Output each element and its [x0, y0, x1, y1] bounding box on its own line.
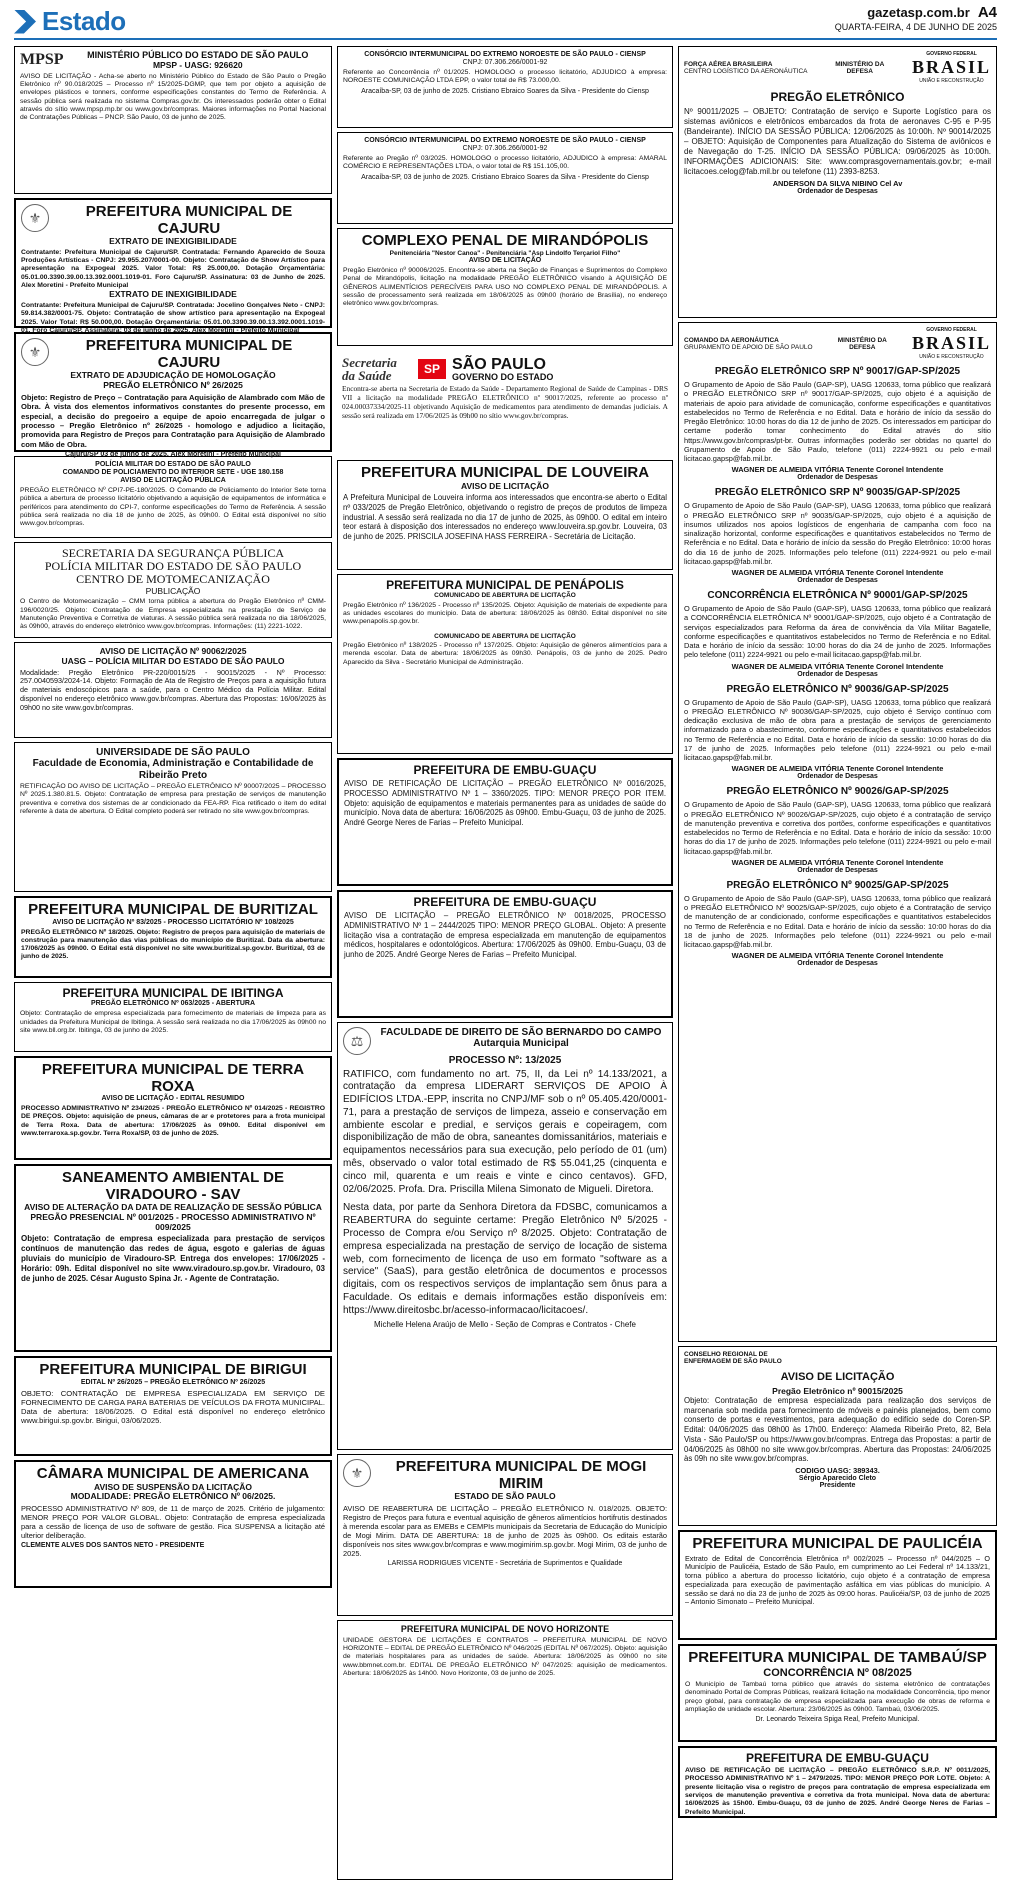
notice-mirandopolis — [337, 228, 673, 346]
item-title: PREGÃO ELETRÔNICO Nº 90036/GAP-SP/2025 — [726, 683, 949, 695]
notice-body: Objeto: Contratação de empresa especializada para realização dos serviços de marcenaria sob medida para fornecimento de móveis e painéis planejados, bem como conserto de portas e revestimentos, para adequação do edifício sede do Coren-SP. Edital: 04/06/2025 das 08h00 às 17h00. Endereço: Alameda Ribeirão Preto, 82, Bela Vista - São Paulo/SP ou https://www.gov.br/compras. Entrega das Propostas: a partir de 04/06/2025 às 08h00 no site www.gov.br/compras. Abertura das Propostas: 24/06/2025 às 09h no site www.gov.br/compras. — [684, 1396, 991, 1464]
notice-signature: Aracaíba-SP, 03 de junho de 2025. Cristiano Ebraico Soares da Silva - Presidente do Ciensp — [361, 173, 649, 181]
notice-body: Contratante: Prefeitura Municipal de Cajuru/SP. Contratada: Fernando Aparecido de Souza Produções Artísticas - CNPJ: 29.955.207/0001-00. Objeto: Contratação de Show Artístico para apresentação na Expogeal 2025. Valor Total: R$ 25.000,00. Dotação Orçamentária: 05.01.00.3390.39.00.13.392.0001.1019-01. Foro Cajuru/SP. Assinatura: 03 de Junho de 2025. Alex Moretini - Prefeito Municipal — [21, 248, 325, 289]
notice-signature — [684, 1466, 991, 1489]
notice-subtitle: AVISO DE SUSPENSÃO DA LICITAÇÃO — [93, 1481, 253, 1492]
gap-header — [684, 327, 991, 360]
notice-ibitinga — [14, 982, 332, 1052]
city-seal-icon: ⚜ — [21, 338, 49, 366]
section-title: Estado — [42, 6, 126, 36]
banner-governo — [452, 357, 553, 382]
notice-body-2: Pregão Eletrônico nº 138/2025 - Processo nº 137/2025. Objeto: Aquisição de gêneros alimentícios para a merenda escolar. Data de abertura: 18/06/2025 às 09h30. Penápolis, 03 de junho de 2025. Pedro Aparecido da Silva - Secretário Municipal de Administração. — [343, 641, 667, 666]
notice-title: SECRETARIA DA SEGURANÇA PÚBLICA — [61, 546, 285, 560]
notice-embu-guacu-3 — [678, 1746, 997, 1818]
notice-subtitle: PREGÃO ELETRÔNICO Nº 063/2025 - ABERTURA — [90, 1000, 256, 1008]
notice-pm-cpi7 — [14, 456, 332, 538]
notice-title: CONSÓRCIO INTERMUNICIPAL DO EXTREMO NOROESTE DE SÃO PAULO - CIENSP — [364, 51, 646, 58]
notice-subtitle: UASG – POLÍCIA MILITAR DO ESTADO DE SÃO PAULO — [61, 655, 285, 666]
notice-mogi-mirim — [337, 1454, 673, 1616]
notice-subtitle-2: PREGÃO ELETRÔNICO Nº 26/2025 — [103, 379, 243, 390]
notice-novo-horizonte — [337, 1620, 673, 1880]
signer-name: WAGNER DE ALMEIDA VITÓRIA Tenente Coronel Intendente — [731, 465, 944, 475]
section-logo — [14, 6, 126, 37]
notice-usp — [14, 742, 332, 892]
notice-body: O Município de Tambaú torna público que através do sistema eletrônico de contratações denominado Portal de Compras Públicas, realizará licitação na modalidade Concorrência, tipo menor preço global, para contratação de empresa especializada para execução de obras de reforma e ampliação de unidade escolar. Abertura: 23/06/2025 às 09h00. Tambaú, 03/06/2025. — [685, 1681, 990, 1713]
notice-americana — [14, 1460, 332, 1588]
notice-subtitle-2: EXTRATO DE INEXIGIBILIDADE — [109, 289, 237, 300]
header-rule — [14, 38, 997, 40]
column-1 — [14, 46, 332, 1592]
notice-subtitle: Penitenciária "Nestor Canoa" - Penitenciária "Asp Lindolfo Terçariol Filho" — [389, 249, 621, 257]
coren-org: CONSELHO REGIONAL DE ENFERMAGEM DE SÃO PAULO — [684, 1351, 782, 1365]
item-body: O Grupamento de Apoio de São Paulo (GAP-SP), UASG 120633, torna público que realizará o PREGÃO ELETRÔNICO Nº 90025/GAP-SP/2025, cujo objeto é a Contratação de serviço de manutenção de ar condicionado, conforme especificações e quantitativos estabelecidos no Termo de Referência e no Edital. Data e horário de início da sessão: 10:00 horas do dia 18 de junho de 2025. Informações pelo telefone (011) 2224-9921 ou pelo e-mail licitacao.gapsp@fab.mil.br. — [684, 893, 991, 949]
notice-signature: Michelle Helena Araújo de Mello - Seção de Compras e Contratos - Chefe — [374, 1319, 636, 1329]
notice-body: A Prefeitura Municipal de Louveira informa aos interessados que encontra-se aberto o Edital nº 033/2025 de Pregão Eletrônico, objetivando o registro de preços de produtos de limpeza industrial. A sessão será realizada no dia 17 de junho de 2025, às 09h00. O edital em inteiro teor estará à disposição dos interessados no endereço www.louveira.sp.gov.br. Louveira, 03 de junho de 2025. PRISCILA JOSEFINA HASS FERREIRA - Secretária de Licitação. — [343, 493, 667, 542]
notice-viradouro — [14, 1164, 332, 1352]
notice-signature: Dr. Leonardo Teixeira Spiga Real, Prefeito Municipal. — [755, 1716, 920, 1724]
notice-title: PREFEITURA MUNICIPAL DE NOVO HORIZONTE — [400, 1624, 610, 1634]
notice-body: PREGÃO ELETRÔNICO Nº CPI7-PE-180/2025. O Comando de Policiamento do Interior Sete torna pública a abertura de processo licitatório objetivando a aquisição de equipamentos de informática e periféricos para atendimento do CPI-7, conforme especificações do Termo de Referência. A sessão pública será realizada no dia 18 de junho de 2025, às 09h00. O Edital está disponível no sítio www.gov.br/compras. — [20, 487, 326, 528]
notice-ciensp-2 — [337, 132, 673, 224]
notice-birigui — [14, 1356, 332, 1456]
item-signature — [684, 764, 991, 780]
gap-item — [684, 487, 991, 584]
site-url[interactable]: gazetasp.com.br — [867, 5, 970, 20]
notice-terra-roxa — [14, 1056, 332, 1160]
notice-secretaria-saude — [337, 350, 673, 456]
notice-title: AVISO DE LICITAÇÃO — [780, 1371, 895, 1383]
notice-subtitle: CNPJ: 07.306.266/0001-92 — [462, 145, 548, 153]
notice-title: PREFEITURA MUNICIPAL DE MOGI MIRIM — [395, 1458, 647, 1492]
notice-subtitle: EXTRATO DE ADJUDICAÇÃO DE HOMOLOGAÇÃO — [70, 370, 276, 380]
notice-penapolis — [337, 574, 673, 754]
notice-body-2: Nesta data, por parte da Senhora Diretora da FDSBC, comunicamos a REABERTURA do seguinte certame: Pregão Eletrônico Nº 5/2025 - Processo de Compra e/ou Serviço nº 8/2025. Objeto: Contratação de empresa especializada na prestação de serviço de locação de sistema web, com fornecimento de licença de uso em formato "software as a service" (SaaS), para gestão eletrônica de documentos e processos digitais, com os respectivos serviços de implantação sem ônus para a Faculdade. Os editais e demais informações estão disponíveis em: https://www.direitosbc.br/acesso-informacao/licitacoes/. — [343, 1202, 667, 1316]
notice-body: OBJETO: CONTRATAÇÃO DE EMPRESA ESPECIALIZADA EM SERVIÇO DE FORNECIMENTO DE CARGA PARA BATERIAS DE VEÍCULOS DA FROTA MUNICIPAL. Data de abertura: 18/06/2025. O Edital está disponível no endereço eletrônico www.birigui.sp.gov.br. Birigui, 03/06/2025. — [21, 1388, 325, 1426]
notice-subtitle-2: CENTRO DE MOTOMECANIZAÇÃO — [76, 572, 270, 587]
org-unit: GRUPAMENTO DE APOIO DE SÃO PAULO — [684, 343, 813, 351]
notice-subtitle: AVISO DE LICITAÇÃO Nº 83/2025 - PROCESSO LICITATÓRIO Nº 108/2025 — [52, 918, 294, 926]
item-title: CONCORRÊNCIA ELETRÔNICA Nº 90001/GAP-SP/2025 — [707, 590, 968, 601]
notice-embu-guacu-2 — [337, 890, 673, 1018]
item-body: O Grupamento de Apoio de São Paulo (GAP-SP), UASG 120633, torna público que realizará o PREGÃO ELETRÔNICO SRP nº 90017/GAP-SP/2025, cujo objeto é a aquisição de materiais de apoio para atividade de comunicação, conforme especificações e quantitativos estabelecidos no Termo de Referência e no Edital. Data e horário de início da sessão do Pregão Eletrônico: 10:00 horas do dia 12 de junho de 2025. Os interessados em participar do certame poderão tomar conhecimento do Edital através do sítio https://www.gov.br/compras/pt-br. Outras informações poderão ser obtidas no quartel do Grupamento de Apoio de São Paulo, telefone (011) 2224-9921 ou pelo e-mail licitacao.gapsp@fab.mil.br. — [684, 380, 991, 463]
notice-body: AVISO DE LICITAÇÃO - Acha-se aberto no Ministério Público do Estado de São Paulo o Pregão Eletrônico nº 90.018/2025 – Processo nº 15/2025-DGMP, que tem por objeto a aquisição de envelopes plásticos e tonners, conforme especificações constantes do Termo de Referência. A sessão pública será realizada no sistema Compras.gov.br. Os interessados poderão obter o Edital através do sítio www.mpsp.mp.br ou www.gov.br/compras. Maiores informações no Portal Nacional de Contratações Públicas – PNCP. São Paulo, 03 de junho de 2025. — [20, 72, 326, 122]
signer-role: Ordenador de Despesas — [797, 773, 878, 781]
fab-org — [684, 61, 808, 75]
signer-name: WAGNER DE ALMEIDA VITÓRIA Tenente Coronel Intendente — [731, 568, 944, 577]
org-name: FORÇA AÉREA BRASILEIRA — [684, 60, 773, 68]
page-number: A4 — [977, 4, 997, 21]
item-signature — [684, 662, 991, 678]
banner-secretaria: Secretaria da Saúde — [342, 355, 397, 383]
item-body: O Grupamento de Apoio de São Paulo (GAP-SP), UASG 120633, torna público que realizará o PREGÃO ELETRÔNICO SRP nº 90035/GAP-SP/2025, cujo objeto é a aquisição de insumos utilizados nos apoios logísticos de engenharia de campanha com foco na sinalização horizontal, conforme especificações e quantitativos estabelecidos no Termo de Referência e no Edital. Data e horário de início da sessão do Pregão Eletrônico: 10:00 horas do dia 16 de junho de 2025. Informações pelo telefone (011) 2224-9921 ou pelo e-mail licitacao.gapsp@fab.mil.br. — [684, 501, 991, 566]
notice-ssp — [14, 542, 332, 638]
notice-title: COMPLEXO PENAL DE MIRANDÓPOLIS — [361, 232, 649, 249]
signer-name: WAGNER DE ALMEIDA VITÓRIA Tenente Coronel Intendente — [731, 857, 944, 867]
notice-body: RETIFICAÇÃO DO AVISO DE LICITAÇÃO – PREGÃO ELETRÔNICO Nº 90007/2025 – PROCESSO Nº 2025.1.380.81.5. Objeto: Contratação de empresa para prestação de serviços de manutenção preventiva e corretiva dos sistemas de ar condicionado da FEA-RP. Fica retificado o item do edital referente à data de abertura. O Edital completo poderá ser retirado no site www.gov.br/compras. — [20, 783, 326, 815]
notice-fdsbc — [337, 1022, 673, 1450]
notice-body: Objeto: Contratação de empresa especializada para prestação de serviços contínuos de manutenção das redes de água, esgoto e galerias de águas pluviais do município de Viradouro-SP. Entrega dos envelopes: 17/06/2025 - Horário: 09h. Edital disponível no site www.viradouro.sp.gov.br. Viradouro, 03 de junho de 2025. César Augusto Spina Jr. - Agente de Contratação. — [21, 1234, 325, 1284]
notice-subtitle: EDITAL Nº 26/2025 – PREGÃO ELETRÔNICO Nº 26/2025 — [80, 1378, 266, 1386]
notice-subtitle: AVISO DE LICITAÇÃO — [461, 480, 549, 491]
header-right — [835, 4, 997, 32]
signer-name: WAGNER DE ALMEIDA VITÓRIA Tenente Coronel Intendente — [731, 951, 944, 961]
edition-date: QUARTA-FEIRA, 4 DE JUNHO DE 2025 — [834, 22, 997, 32]
signer-role: Ordenador de Despesas — [797, 670, 878, 678]
notice-title: PREFEITURA MUNICIPAL DE TAMBAÚ/SP — [688, 1649, 987, 1666]
notice-subtitle: COMUNICADO DE ABERTURA DE LICITAÇÃO — [434, 592, 576, 600]
notice-buritizal — [14, 896, 332, 978]
notice-title: MINISTÉRIO PÚBLICO DO ESTADO DE SÃO PAULO — [87, 50, 309, 60]
notice-title: PREFEITURA MUNICIPAL DE BIRIGUI — [39, 1361, 307, 1378]
gov-brasil-logo — [912, 51, 991, 84]
item-signature — [684, 465, 991, 481]
notice-body: PREGÃO ELETRÔNICO Nº 18/2025. Objeto: Registro de preços para aquisição de materiais de construção para manutenção das vias públicas do município de Buritizal. Data da abertura: 17/06/2025 às 09h00. O Edital está disponível no site www.buritizal.sp.gov.br. Buritizal, 03 de junho de 2025. — [21, 928, 325, 961]
notice-title: PREFEITURA MUNICIPAL DE IBITINGA — [62, 986, 284, 1000]
notice-title: UNIVERSIDADE DE SÃO PAULO — [96, 747, 250, 758]
fab-header — [684, 51, 991, 84]
banner-sp: SP — [418, 359, 446, 379]
item-title: PREGÃO ELETRÔNICO Nº 90025/GAP-SP/2025 — [726, 879, 949, 891]
signer-role: Ordenador de Despesas — [797, 577, 878, 584]
notice-pm-uasg — [14, 642, 332, 738]
notice-body: UNIDADE GESTORA DE LICITAÇÕES E CONTRATOS – PREFEITURA MUNICIPAL DE NOVO HORIZONTE – EDITAL DE PREGÃO ELETRÔNICO Nº 046/2025 (EDITAL Nº 067/2025). Objeto: aquisição de materiais hospitalares para as unidades de saúde. Abertura: 18/06/2025 às 09h00 no site www.bbmnet.com.br. EDITAL DE PREGÃO ELETRÔNICO Nº 047/2025: aquisição de medicamentos. Abertura: 18/06/2025 às 14h00. Novo Horizonte, 03 de junho de 2025. — [343, 1636, 667, 1678]
mpsp-logo: MPSP — [20, 51, 64, 68]
notice-subtitle: CONCORRÊNCIA Nº 08/2025 — [763, 1666, 912, 1679]
notice-tambau — [678, 1644, 997, 1742]
notice-cajuru-2 — [14, 332, 332, 459]
notice-gap-sp — [678, 322, 997, 1342]
notice-title: AVISO DE LICITAÇÃO Nº 90062/2025 — [99, 646, 247, 656]
notice-body: Pregão Eletrônico nº 90006/2025. Encontra-se aberta na Seção de Finanças e Suprimentos do Complexo Penal de Mirandópolis, licitação na modalidade PREGÃO ELETRÔNICO visando à AQUISIÇÃO DE GÊNEROS ALIMENTÍCIOS PERECÍVEIS PARA USO NO COMPLEXO PENAL DE MIRANDÓPOLIS. A sessão de processamento será realizada em 18/06/2025 às 09h00 (horário de Brasília), no endereço eletrônico www.gov.br/compras. — [343, 267, 667, 308]
brasil-word: BRASIL — [911, 333, 991, 353]
notice-body: Objeto: Contratação de empresa especializada para fornecimento de materiais de limpeza para as unidades da Prefeitura Municipal de Ibitinga. A sessão será realizada no dia 17/06/2025 às 09h00 no site www.bll.org.br. Ibitinga, 03 de junho de 2025. — [20, 1010, 326, 1034]
gap-item — [684, 684, 991, 781]
notice-body: AVISO DE REABERTURA DE LICITAÇÃO – PREGÃO ELETRÔNICO N. 018/2025. OBJETO: Registro de Preços para futura e eventual aquisição de gêneros alimentícios hortifrutis destinados à merenda escolar para as EMEBs e CEMPIs municipais da Secretaria de Educação do Município de Mogi Mirim. DATA DE ABERTURA: 18 de junho de 2025 às 09h00. Os editais estarão disponíveis nos sites www.gov.br/compras e www.mogimirim.sp.gov.br. Mogi Mirim, 03 de junho de 2025. — [343, 1503, 667, 1558]
notice-signature: Cajuru/SP 03 de junho de 2025. Alex Moretini - Prefeito Municipal — [65, 451, 281, 459]
notice-title: CONSÓRCIO INTERMUNICIPAL DO EXTREMO NOROESTE DE SÃO PAULO - CIENSP — [364, 137, 646, 144]
notice-title: PREFEITURA MUNICIPAL DE PENÁPOLIS — [386, 578, 624, 592]
gov-label: GOVERNO FEDERAL — [926, 327, 977, 333]
fdsbc-seal-icon: ⚖ — [343, 1027, 371, 1055]
column-2 — [337, 46, 673, 1884]
notice-subtitle: COMANDO DE POLICIAMENTO DO INTERIOR SETE - UGE 180.158 — [62, 469, 284, 477]
notice-title: SANEAMENTO AMBIENTAL DE VIRADOURO - SAV — [62, 1169, 284, 1203]
notice-subtitle: AVISO DE LICITAÇÃO - EDITAL RESUMIDO — [101, 1095, 245, 1102]
signer-name: WAGNER DE ALMEIDA VITÓRIA Tenente Coronel Intendente — [731, 764, 944, 774]
notice-subtitle-2: AVISO DE LICITAÇÃO PÚBLICA — [120, 477, 226, 485]
gov-slogan: UNIÃO E RECONSTRUÇÃO — [919, 354, 984, 360]
notice-body: AVISO DE RETIFICAÇÃO DE LICITAÇÃO – PREGÃO ELETRÔNICO Nº 0016/2025, PROCESSO ADMINISTRATIVO Nº 1 – 3360/2025. TIPO: MENOR PREÇO POR ITEM. Objeto: aquisição de equipamentos e materiais permanentes para as unidades de saúde do município. Nova data de abertura: 16/06/2025 às 09h00. Embu-Guaçu, 03 de junho de 2025. André George Neres de Farias – Prefeito Municipal. — [344, 779, 666, 828]
notice-fab-celog — [678, 46, 997, 318]
notice-signature — [684, 179, 991, 195]
gov-brasil-logo — [912, 327, 991, 360]
signer-name: ANDERSON DA SILVA NIBINO Cel Av — [772, 179, 903, 188]
notice-louveira — [337, 460, 673, 570]
notice-body: AVISO DE LICITAÇÃO – PREGÃO ELETRÔNICO Nº 0018/2025, PROCESSO ADMINISTRATIVO Nº 1 – 2444/2025 TIPO: MENOR PREÇO GLOBAL. Objeto: A presente licitação visa a contratação de empresa especializada em manutenção de equipamentos médicos, hospitalares e odontológicos. Abertura: 17/06/2025 às 09h00. Embu-Guaçu, 03 de junho de 2025. André George Neres de Farias – Prefeito Municipal. — [344, 911, 666, 960]
notice-embu-guacu-1 — [337, 758, 673, 886]
item-signature — [684, 568, 991, 584]
item-body: O Grupamento de Apoio de São Paulo (GAP-SP), UASG 120633, torna público que realizará a CONCORRÊNCIA ELETRÔNICA Nº 90001/GAP-SP/2025, cujo objeto é a Contratação de serviços especializados para Reforma da área de convivência da Vila Militar Bagatelle, conforme especificações e quantitativos estabelecidos no Termo de Referência e no Edital. Data e horário de início da sessão: 10:00 horas do dia 24 de junho de 2025. Informações pelo telefone (011) 2224-9921 ou pelo e-mail licitacao.gapsp@fab.mil.br. — [684, 604, 991, 660]
notice-subtitle: MPSP - UASG: 926620 — [152, 59, 243, 70]
signer-role: Ordenador de Despesas — [797, 474, 878, 482]
notice-title: PREFEITURA MUNICIPAL DE CAJURU — [85, 203, 293, 237]
notice-body-2: Contratante: Prefeitura Municipal de Cajuru/SP. Contratada: Jocelino Gonçalves Neto - CNPJ: 59.814.382/0001-75. Objeto: Contratação de show artístico para apresentação na Expogeal 2025. Valor Total: R$ 50.000,00. Dotação Orçamentária: 05.01.00.3390.39.00.13.392.0001.1019-01. Foro Cajuru/SP. Assinatura: 03 de junho de 2025. Alex Moretini - Prefeito Municipal — [21, 301, 325, 334]
city-seal-icon: ⚜ — [343, 1459, 371, 1487]
uasg-code: CODIGO UASG: 389343. — [795, 1466, 880, 1476]
notice-title: PREFEITURA MUNICIPAL DE CAJURU — [85, 337, 293, 371]
notice-title: CÂMARA MUNICIPAL DE AMERICANA — [36, 1465, 310, 1482]
notice-body: AVISO DE RETIFICAÇÃO DE LICITAÇÃO – PREGÃO ELETRÔNICO S.R.P. Nº 0011/2025, PROCESSO ADMINISTRATIVO Nº 1 – 2479/2025. TIPO: MENOR PREÇO POR LOTE. Objeto: A presente licitação visa o registro de preços para contratação de empresa especializada em serviços de manutenção preventiva e corretiva da frota municipal. Nova data de abertura: 16/06/2025 às 15h00. Embu-Guaçu, 03 de junho de 2025. André George Neres de Farias – Prefeito Municipal. — [685, 1767, 990, 1816]
notice-subtitle: POLÍCIA MILITAR DO ESTADO DE SÃO PAULO — [44, 559, 302, 574]
notice-cajuru-1 — [14, 198, 332, 334]
chevron-icon — [14, 10, 36, 34]
notice-body: RATIFICO, com fundamento no art. 75, II, da Lei nº 14.133/2021, a contratação da empresa LIDERART SERVIÇOS DE APOIO À EDIFÍCIOS LTDA.-EPP, inscrita no CNPJ/MF sob o nº 05.405.420/0001-71, para a prestação de serviços de limpeza, asseio e conservação em ambiente escolar e predial, e serviços gerais e copeiragem, com disponibilização de mão de obra, saneantes domissanitários, materiais e equipamentos necessários para sua execução, pelo período de 01 (um) mês, observado o valor total estimado de R$ 55.041,25 (cinquenta e cinco mil, quarenta e um reais e vinte e cinco centavos). GFD, 02/06/2025. Profa. Dra. Priscilla Milena Simonato de Migueli. Diretora. — [343, 1068, 667, 1195]
gap-ministry: MINISTÉRIO DA DEFESA — [837, 336, 887, 351]
notice-body: Referente ao Concorrência nº 01/2025. HOMOLOGO o processo licitatório, ADJUDICO à empresa: NOROESTE COMUNICAÇÃO LTDA EPP, o valor total de R$ 73.000,00. — [343, 69, 667, 85]
banner-gov-name: SÃO PAULO — [452, 355, 546, 373]
notice-subtitle: EXTRATO DE INEXIGIBILIDADE — [109, 236, 237, 246]
banner-gov-sub: GOVERNO DO ESTADO — [452, 371, 554, 382]
notice-body: Nº 90011/2025 – OBJETO: Contratação de serviço e Suporte Logístico para os sistemas aviônicos e eletrônicos embarcados da frota de aeronaves C-95 e P-95 (Bandeirante). INÍCIO DA SESSÃO PÚBLICA: 12/06/2025 às 10:00h. Nº 90014/2025 – OBJETO: Aquisição de Componentes para Atualização do Sistema de aviônicos e de Navegação do T-25. INÍCIO DA SESSÃO PÚBLICA: 09/06/2025 às 10:00h. INFORMAÇÕES ADICIONAIS: Site: www.comprasgovernamentais.gov.br; e-mail licitacoes.celog@fab.mil.br ou telefone (11) 2393-8253. — [684, 107, 991, 176]
gap-item — [684, 786, 991, 874]
notice-body: Encontra-se aberta na Secretaria de Estado da Saúde - Departamento Regional de Saúde de Campinas - DRS VII a licitação na modalidade PREGÃO ELETRÔNICO nº 90017/2025, referente ao processo nº 024.00037334/2025-11 objetivando Aquisição de medicamentos para atendimento de demandas judiciais. A sessão será realizada em 17/06/2025 às 09h00 no sítio www.gov.br/compras. — [342, 384, 668, 421]
notice-signature: CLEMENTE ALVES DOS SANTOS NETO - PRESIDENTE — [21, 1542, 205, 1550]
notice-title: PREFEITURA DE EMBU-GUAÇU — [413, 763, 597, 777]
notice-body: O Centro de Motomecanização – CMM torna pública a abertura do Pregão Eletrônico nº CMM-196/0020/25. Objeto: Contratação de Empresa especializada na prestação de Serviço de Manutenção Preventiva e Corretiva de viaturas. A sessão pública será realizada no dia 18/06/2025, às 09h00, através do endereço eletrônico www.gov.br/compras. Informações: (11) 2221-1022. — [20, 598, 326, 631]
notice-subtitle: AVISO DE ALTERAÇÃO DA DATA DE REALIZAÇÃO DE SESSÃO PÚBLICA — [24, 1202, 322, 1212]
page-header — [0, 0, 1011, 40]
notice-ciensp-1 — [337, 46, 673, 128]
notice-title: PREFEITURA MUNICIPAL DE LOUVEIRA — [360, 464, 650, 481]
item-signature — [684, 858, 991, 874]
notice-title: POLÍCIA MILITAR DO ESTADO DE SÃO PAULO — [95, 461, 251, 468]
notice-title: PREFEITURA MUNICIPAL DE TERRA ROXA — [41, 1061, 305, 1095]
item-body: O Grupamento de Apoio de São Paulo (GAP-SP), UASG 120633, torna público que realizará o PREGÃO ELETRÔNICO Nº 90026/GAP-SP/2025, cujo objeto é a contratação de serviço de manutenção preventiva e corretiva dos portões, conforme especificações e quantitativos estabelecidos no Termo de Referência e no Edital. Data e horário de início da sessão: 10:00 horas do dia 17 de junho de 2025. Informações pelo telefone (011) 2224-9921 ou pelo e-mail licitacao.gapsp@fab.mil.br. — [684, 800, 991, 856]
notice-coren-sp — [678, 1346, 997, 1526]
notice-process: PROCESSO Nº: 13/2025 — [448, 1055, 562, 1066]
notice-body: Pregão Eletrônico nº 136/2025 - Processo nº 135/2025. Objeto: Aquisição de materiais de expediente para as unidades escolares do município. Data de abertura: 18/06/2025 às 08h30. Edital disponível no site www.penapolis.sp.gov.br. — [343, 601, 667, 626]
coren-header — [684, 1351, 991, 1365]
gap-item — [684, 590, 991, 678]
item-title: PREGÃO ELETRÔNICO Nº 90026/GAP-SP/2025 — [726, 786, 949, 798]
item-signature — [684, 951, 991, 967]
gap-org — [684, 337, 813, 351]
notice-title: PREFEITURA MUNICIPAL DE BURITIZAL — [28, 901, 318, 918]
gov-slogan: UNIÃO E RECONSTRUÇÃO — [919, 78, 984, 84]
item-title: PREGÃO ELETRÔNICO SRP Nº 90035/GAP-SP/2025 — [714, 487, 961, 499]
notice-mpsp — [14, 46, 332, 194]
signer-name: WAGNER DE ALMEIDA VITÓRIA Tenente Coronel Intendente — [731, 661, 944, 671]
brasil-word: BRASIL — [911, 57, 991, 77]
org-unit: CENTRO LOGÍSTICO DA AERONÁUTICA — [684, 67, 808, 75]
notice-subtitle-2: PREGÃO PRESENCIAL Nº 001/2025 - PROCESSO ADMINISTRATIVO Nº 009/2025 — [30, 1211, 316, 1232]
gap-item — [684, 880, 991, 968]
notice-subtitle-2: MODALIDADE: PREGÃO ELETRÔNICO Nº 06/2025. — [70, 1491, 276, 1502]
org-name: COMANDO DA AERONÁUTICA — [684, 336, 779, 344]
city-seal-icon: ⚜ — [21, 204, 49, 232]
notice-body: Modalidade: Pregão Eletrônico PR-220/0015/25 - 90015/2025 - Nº Processo: 257.0040593/2024-14. Objeto: Formação de Ata de Registro de Preços para a aquisição futura de materiais endoscópicos para a saúde, para o Centro Médico da Polícia Militar. Edital disponível no endereço eletrônico www.gov.br/compras. Abertura das Propostas: 16/06/2025 às 09h00 no site www.gov.br/compras. — [20, 667, 326, 712]
notice-title: FACULDADE DE DIREITO DE SÃO BERNARDO DO CAMPO — [380, 1027, 662, 1038]
item-title: PREGÃO ELETRÔNICO SRP Nº 90017/GAP-SP/2025 — [714, 366, 961, 377]
notice-subtitle-3: PUBLICAÇÃO — [145, 585, 201, 596]
item-body: O Grupamento de Apoio de São Paulo (GAP-SP), UASG 120633, torna público que realizará o PREGÃO ELETRÔNICO Nº 90036/GAP-SP/2025, cujo objeto é Serviço contínuo com dedicação exclusiva de mão de obra para a prestação de serviços de gerenciamento informatizado para o abastecimento, conforme especificações e quantitativos estabelecidos no Termo de Referência e no Edital. Data e horário de início da sessão: 10:00 horas do dia 17 de junho de 2025. Informações pelo telefone (011) 2224-9921 ou pelo e-mail licitacao.gapsp@fab.mil.br. — [684, 697, 991, 762]
saude-banner — [342, 356, 668, 382]
notice-title: PREFEITURA DE EMBU-GUAÇU — [746, 1751, 929, 1765]
notice-pauliceia — [678, 1530, 997, 1640]
column-3 — [678, 46, 997, 1822]
gap-item — [684, 366, 991, 481]
notice-body: PROCESSO ADMINISTRATIVO Nº 809, de 11 de março de 2025. Critério de julgamento: MENOR PREÇO POR VALOR GLOBAL. Objeto: Contratação de empresa especializada para a cessão de licença de uso de software de gestão. Fica SUSPENSA a licitação até ulterior deliberação. — [21, 1504, 325, 1541]
notice-subtitle: Faculdade de Economia, Administração e Contabilidade de Ribeirão Preto — [32, 758, 314, 781]
notice-body: PROCESSO ADMINISTRATIVO Nº 234/2025 - PREGÃO ELETRÔNICO Nº 014/2025 - REGISTRO DE PREÇOS. Objeto: aquisição de pneus, câmaras de ar e protetores para a frota municipal de Terra Roxa. Data de abertura: 17/06/2025 às 09h00. Edital disponível em www.terraroxa.sp.gov.br. Terra Roxa/SP, 03 de junho de 2025. — [21, 1105, 325, 1137]
fab-ministry: MINISTÉRIO DA DEFESA — [835, 60, 885, 75]
notice-body: Referente ao Pregão nº 03/2025. HOMOLOGO o processo licitatório, ADJUDICO à empresa: AMARAL COMÉRCIO E REPRESENTAÇÕES LTDA, o valor total de R$ 151.105,00. — [343, 155, 667, 171]
notice-title: PREFEITURA DE EMBU-GUAÇU — [413, 895, 597, 909]
notice-signature: LARISSA RODRIGUES VICENTE - Secretária de Suprimentos e Qualidade — [387, 1559, 623, 1567]
notice-subtitle: Pregão Eletrônico nº 90015/2025 — [772, 1386, 903, 1396]
notice-title: PREFEITURA MUNICIPAL DE PAULICÉIA — [692, 1535, 983, 1552]
notice-subtitle: ESTADO DE SÃO PAULO — [454, 1491, 556, 1501]
gov-label: GOVERNO FEDERAL — [926, 51, 977, 57]
notice-subtitle-2: AVISO DE LICITAÇÃO — [468, 256, 542, 264]
notice-body: Extrato de Edital de Concorrência Eletrônica nº 002/2025 – Processo nº 044/2025 – O Município de Paulicéia, Estado de São Paulo, em cumprimento ao Lei Federal nº 14.133/21, torna público a abertura do processo licitatório, cujo objeto é a contratação de empresa especializada para execução de pavimentação asfáltica em vias públicas do município. A sessão se dará no dia 23 de junho de 2025 às 09:00 horas. Paulicéia/SP, 03 de junho de 2025 – Antonio Simonato – Prefeito Municipal. — [685, 1553, 990, 1607]
notice-title: PREGÃO ELETRÔNICO — [770, 90, 905, 104]
notice-body: Objeto: Registro de Preço – Contratação para Aquisição de Alambrado com Mão de Obra. À vista dos elementos informativos constantes do presente processo, em especial, a decisão do pregoeiro a equipe de apoio encarregada de julgar o processo – Pregão Eletrônico nº 26/2025 - homologo e adjudico a licitação, promovida para Registro de Preços para Contratação para Aquisição de Alambrado com Mão de Obra. — [21, 392, 325, 449]
notice-signature: Aracaíba-SP, 03 de junho de 2025. Cristiano Ebraico Soares da Silva - Presidente do Ciensp — [361, 87, 649, 95]
signer-role: Ordenador de Despesas — [797, 960, 878, 968]
notice-subtitle-2: COMUNICADO DE ABERTURA DE LICITAÇÃO — [434, 632, 576, 640]
signer-role: Ordenador de Despesas — [797, 866, 878, 874]
signer-name: Sérgio Aparecido Cleto — [798, 1475, 877, 1483]
signer-role: Ordenador de Despesas — [797, 188, 878, 195]
notice-subtitle: Autarquia Municipal — [473, 1038, 569, 1049]
notice-subtitle: CNPJ: 07.306.266/0001-92 — [462, 59, 548, 67]
signer-role: Presidente — [819, 1482, 856, 1490]
